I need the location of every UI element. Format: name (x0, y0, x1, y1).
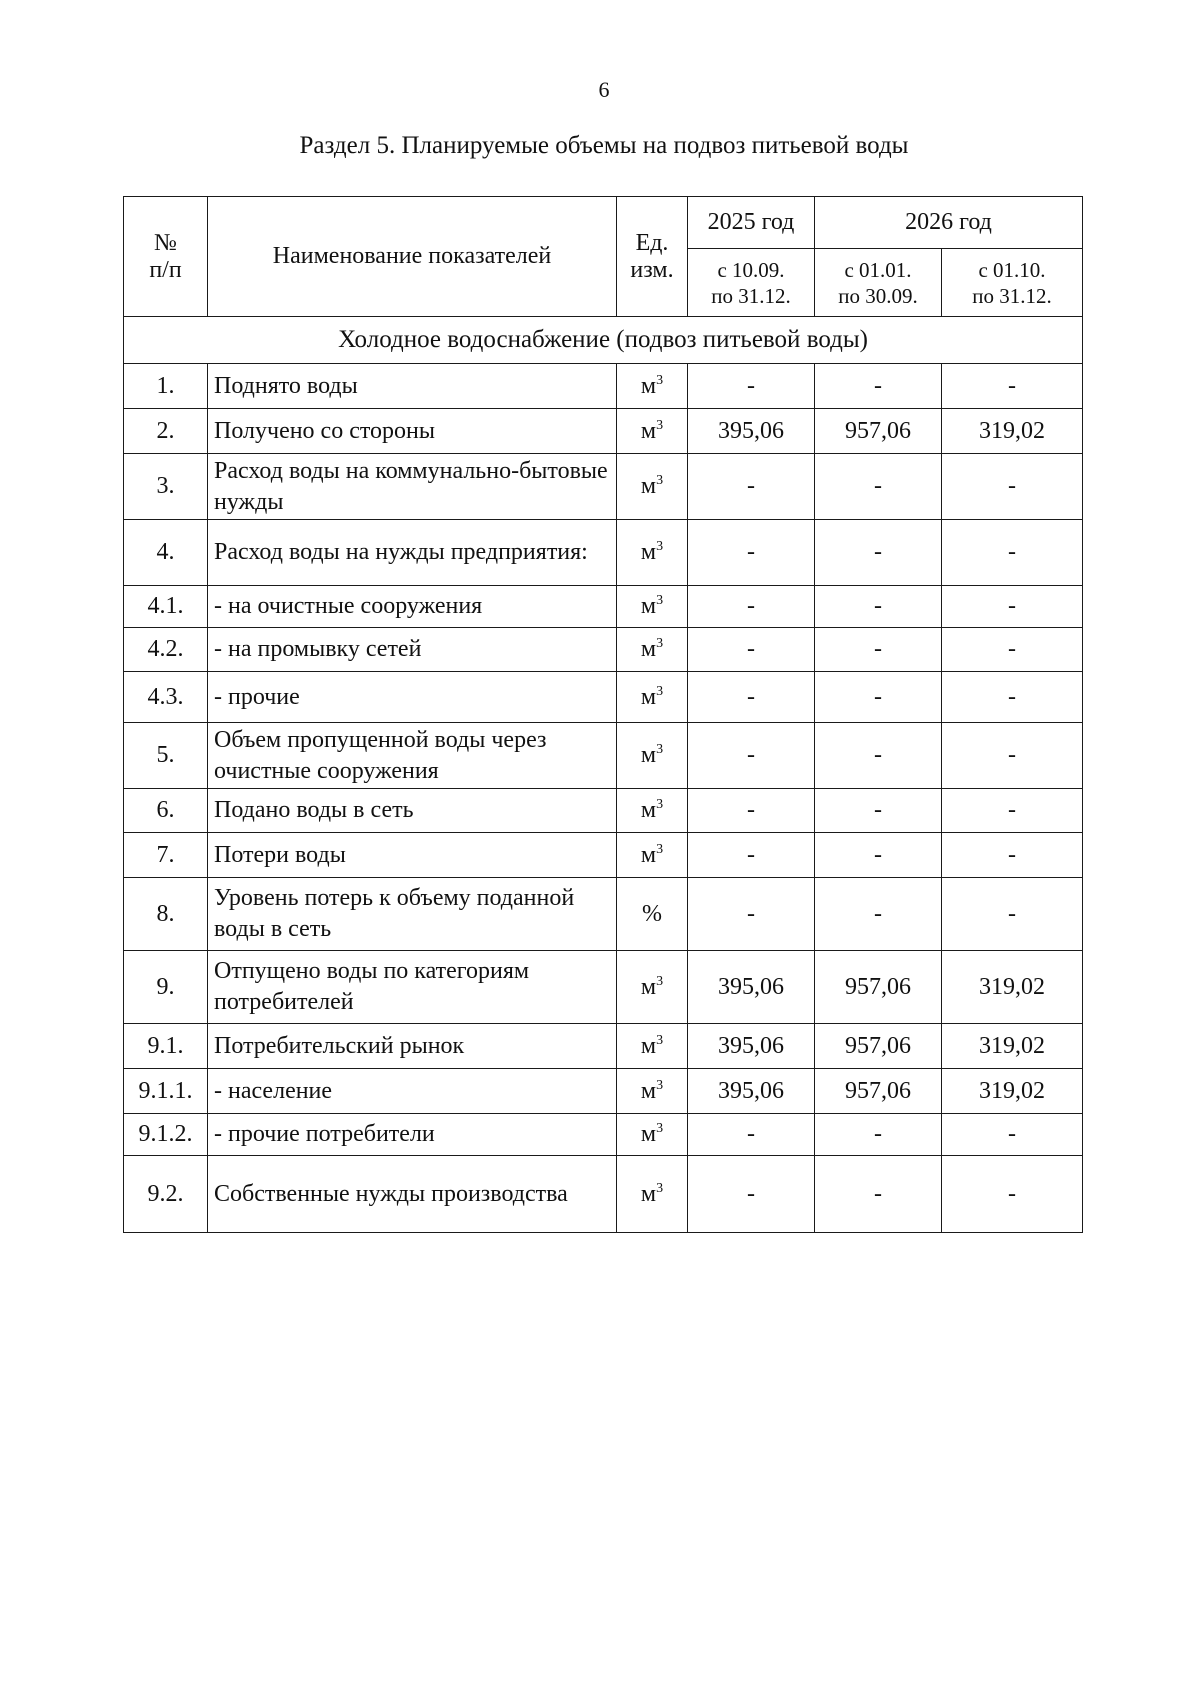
table-row (124, 672, 1083, 723)
unit-exponent: 3 (656, 683, 664, 699)
row-unit (617, 520, 688, 586)
value-2026-period2: - (942, 833, 1083, 878)
header-period-3-line2: по 31.12. (972, 283, 1052, 308)
table-row (124, 723, 1083, 789)
unit-exponent: 3 (656, 742, 664, 757)
unit-base: м (640, 841, 657, 868)
row-indicator-name: Отпущено воды по категориям потребителей (208, 951, 617, 1024)
row-indicator-name: Объем пропущенной воды через очистные сооружения (208, 723, 617, 789)
unit-exponent: 3 (656, 841, 664, 857)
unit-exponent: 3 (656, 797, 664, 812)
value-2025-period1: - (688, 789, 815, 833)
value-2025-period1: - (688, 723, 815, 789)
value-2026-period2: - (942, 789, 1083, 833)
row-unit (617, 1069, 688, 1114)
header-name: Наименование показателей (208, 197, 617, 317)
unit-base: м (640, 1180, 657, 1207)
value-2025-period1: - (688, 1114, 815, 1156)
unit-base: м (640, 636, 657, 662)
header-period-1-line2: по 31.12. (711, 283, 791, 308)
row-unit (617, 833, 688, 878)
page-number: 6 (598, 77, 610, 102)
row-number: 9.1.1. (124, 1069, 208, 1114)
row-indicator-name: Подано воды в сеть (208, 789, 617, 833)
table-row (124, 628, 1083, 672)
value-2025-period1: - (688, 1156, 815, 1233)
unit-base: м (640, 593, 657, 619)
value-2025-period1: - (688, 364, 815, 409)
table-row (124, 1069, 1083, 1114)
unit-base: м (640, 973, 657, 1000)
row-number: 9.1. (124, 1024, 208, 1069)
value-2026-period1: - (815, 364, 942, 409)
unit-base: м (640, 1077, 657, 1104)
value-2026-period2: 319,02 (942, 409, 1083, 454)
row-unit (617, 364, 688, 409)
header-period-1-line1: с 10.09. (717, 257, 785, 282)
value-2026-period2: - (942, 672, 1083, 723)
value-2026-period2: - (942, 723, 1083, 789)
row-number: 4.2. (124, 628, 208, 672)
unit-exponent: 3 (656, 539, 664, 554)
header-unit (617, 197, 688, 317)
value-2025-period1: - (688, 878, 815, 951)
header-year-2025: 2025 год (688, 197, 815, 249)
value-2026-period1: - (815, 628, 942, 672)
unit-exponent: 3 (656, 417, 664, 433)
unit-exponent: 3 (656, 372, 664, 388)
row-number: 7. (124, 833, 208, 878)
value-2025-period1: - (688, 628, 815, 672)
unit-base: % (642, 900, 662, 927)
value-2026-period1: 957,06 (815, 1024, 942, 1069)
row-indicator-name: Потери воды (208, 833, 617, 878)
value-2025-period1: 395,06 (688, 1024, 815, 1069)
row-unit (617, 878, 688, 951)
value-2026-period2: - (942, 520, 1083, 586)
value-2026-period2: - (942, 878, 1083, 951)
value-2026-period2: - (942, 586, 1083, 628)
header-num-line1: № (154, 229, 177, 256)
header-num (124, 197, 208, 317)
row-indicator-name: - на промывку сетей (208, 628, 617, 672)
unit-base: м (640, 417, 657, 444)
row-unit (617, 1156, 688, 1233)
value-2026-period2: - (942, 364, 1083, 409)
table-row (124, 364, 1083, 409)
value-2026-period1: - (815, 1156, 942, 1233)
row-number: 9. (124, 951, 208, 1024)
row-indicator-name: Получено со стороны (208, 409, 617, 454)
header-period-2-line1: с 01.01. (844, 257, 912, 282)
unit-base: м (640, 683, 657, 710)
row-unit (617, 454, 688, 520)
value-2026-period1: 957,06 (815, 951, 942, 1024)
row-indicator-name: Собственные нужды производства (208, 1156, 617, 1233)
row-number: 1. (124, 364, 208, 409)
row-number: 4.3. (124, 672, 208, 723)
row-unit (617, 628, 688, 672)
table-row (124, 520, 1083, 586)
row-number: 3. (124, 454, 208, 520)
value-2026-period2: - (942, 1114, 1083, 1156)
unit-base: м (640, 473, 657, 499)
table-row (124, 951, 1083, 1024)
unit-exponent: 3 (656, 1032, 664, 1048)
header-unit-line1: Ед. (635, 229, 669, 256)
table-row (124, 878, 1083, 951)
table-row (124, 833, 1083, 878)
table-row (124, 586, 1083, 628)
row-unit (617, 1024, 688, 1069)
value-2026-period2: 319,02 (942, 1069, 1083, 1114)
table-row (124, 454, 1083, 520)
row-unit (617, 723, 688, 789)
value-2026-period1: - (815, 878, 942, 951)
row-indicator-name: - прочие потребители (208, 1114, 617, 1156)
row-number: 9.2. (124, 1156, 208, 1233)
value-2026-period2: - (942, 628, 1083, 672)
value-2026-period1: - (815, 520, 942, 586)
row-number: 9.1.2. (124, 1114, 208, 1156)
row-number: 4.1. (124, 586, 208, 628)
unit-base: м (640, 539, 657, 565)
row-unit (617, 789, 688, 833)
row-indicator-name: Уровень потерь к объему поданной воды в сеть (208, 878, 617, 951)
header-num-line2: п/п (149, 256, 182, 283)
unit-exponent: 3 (656, 593, 664, 608)
value-2026-period1: 957,06 (815, 409, 942, 454)
value-2025-period1: 395,06 (688, 1069, 815, 1114)
unit-exponent: 3 (656, 636, 664, 651)
unit-exponent: 3 (656, 1180, 664, 1196)
table-body (124, 317, 1083, 1233)
header-period-1 (688, 249, 815, 317)
unit-base: м (640, 742, 657, 768)
row-indicator-name: - население (208, 1069, 617, 1114)
value-2026-period2: - (942, 1156, 1083, 1233)
table-row (124, 409, 1083, 454)
value-2026-period1: - (815, 1114, 942, 1156)
row-number: 8. (124, 878, 208, 951)
value-2025-period1: 395,06 (688, 409, 815, 454)
page-title: Раздел 5. Планируемые объемы на подвоз питьевой воды (299, 132, 909, 159)
table-row (124, 789, 1083, 833)
unit-base: м (640, 372, 657, 399)
row-number: 2. (124, 409, 208, 454)
value-2026-period1: - (815, 789, 942, 833)
unit-base: м (640, 1121, 657, 1147)
row-unit (617, 409, 688, 454)
unit-base: м (640, 797, 657, 823)
value-2025-period1: - (688, 672, 815, 723)
table-row (124, 1156, 1083, 1233)
unit-base: м (640, 1032, 657, 1059)
row-indicator-name: Расход воды на коммунально-бытовые нужды (208, 454, 617, 520)
value-2026-period1: - (815, 833, 942, 878)
header-year-2026: 2026 год (815, 197, 1083, 249)
value-2026-period1: - (815, 672, 942, 723)
table-row (124, 1024, 1083, 1069)
row-unit (617, 951, 688, 1024)
row-indicator-name: - на очистные сооружения (208, 586, 617, 628)
unit-exponent: 3 (656, 1077, 664, 1093)
table-row (124, 1114, 1083, 1156)
unit-exponent: 3 (656, 473, 664, 488)
header-period-2 (815, 249, 942, 317)
row-indicator-name: Потребительский рынок (208, 1024, 617, 1069)
value-2026-period1: 957,06 (815, 1069, 942, 1114)
header-unit-line2: изм. (630, 256, 674, 283)
value-2026-period1: - (815, 723, 942, 789)
row-number: 6. (124, 789, 208, 833)
row-unit (617, 1114, 688, 1156)
row-number: 5. (124, 723, 208, 789)
row-indicator-name: Поднято воды (208, 364, 617, 409)
row-unit (617, 586, 688, 628)
row-indicator-name: Расход воды на нужды предприятия: (208, 520, 617, 586)
header-period-2-line2: по 30.09. (838, 283, 918, 308)
value-2026-period2: - (942, 454, 1083, 520)
unit-exponent: 3 (656, 973, 664, 989)
value-2025-period1: - (688, 454, 815, 520)
header-period-3-line1: с 01.10. (978, 257, 1046, 282)
section-heading: Холодное водоснабжение (подвоз питьевой воды) (124, 317, 1083, 364)
value-2026-period2: 319,02 (942, 1024, 1083, 1069)
value-2025-period1: - (688, 520, 815, 586)
value-2026-period1: - (815, 586, 942, 628)
row-number: 4. (124, 520, 208, 586)
header-period-3 (942, 249, 1083, 317)
value-2025-period1: - (688, 586, 815, 628)
value-2026-period1: - (815, 454, 942, 520)
row-unit (617, 672, 688, 723)
water-volumes-table (123, 196, 1083, 1233)
value-2025-period1: - (688, 833, 815, 878)
unit-exponent: 3 (656, 1121, 664, 1136)
row-indicator-name: - прочие (208, 672, 617, 723)
value-2025-period1: 395,06 (688, 951, 815, 1024)
value-2026-period2: 319,02 (942, 951, 1083, 1024)
